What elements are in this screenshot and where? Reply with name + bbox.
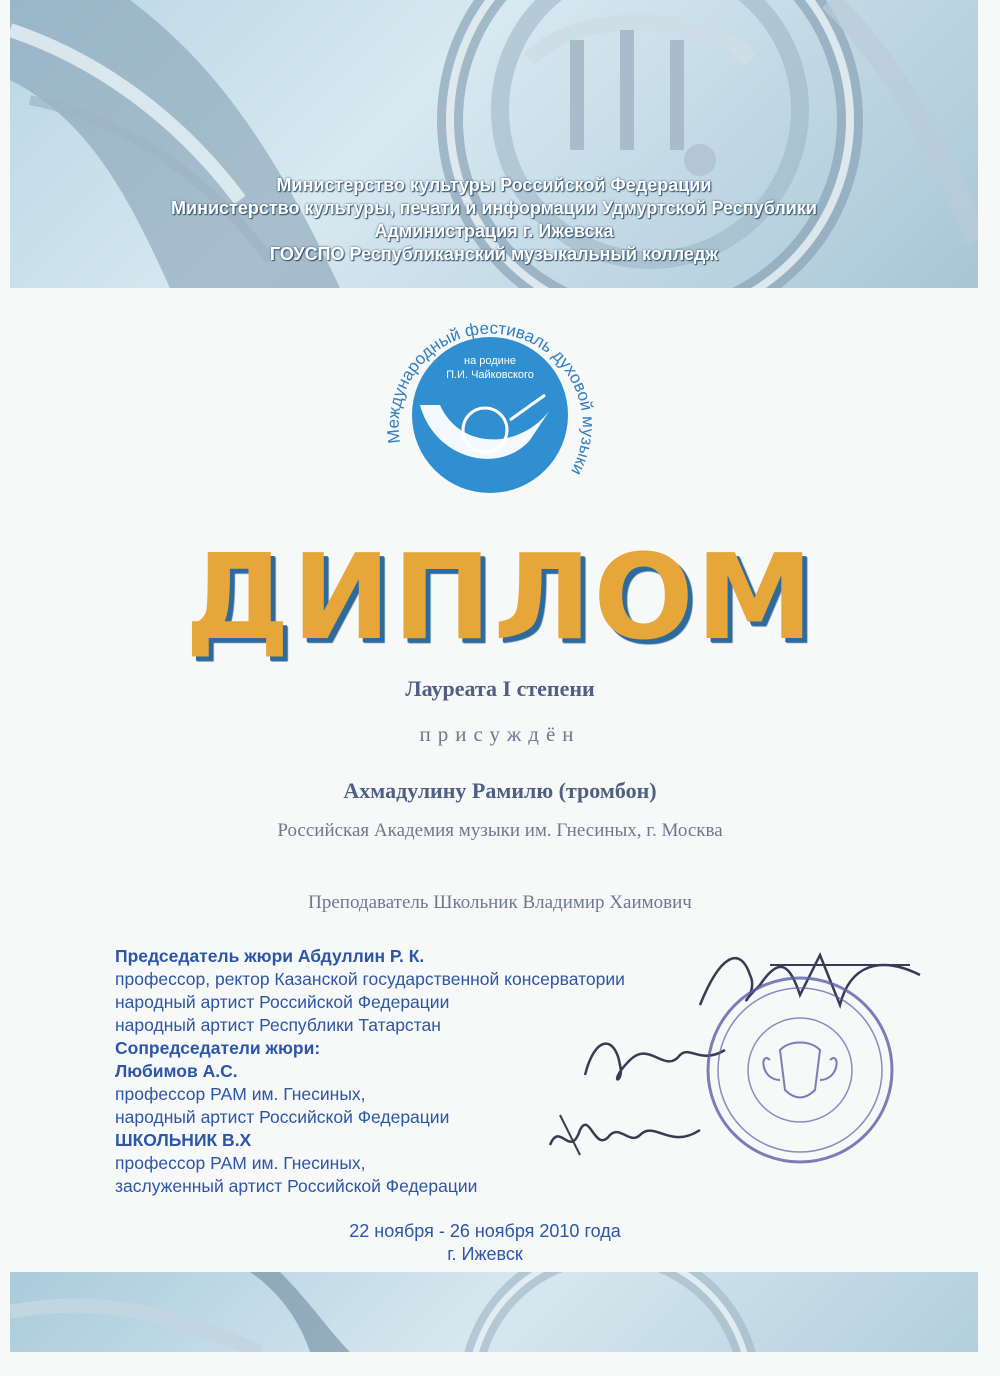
logo-inner-line2: П.И. Чайковского — [446, 369, 534, 381]
diploma-title: ДИПЛОМ — [184, 528, 816, 666]
jury-line: профессор, ректор Казанской государственной консерватории — [115, 969, 625, 989]
event-city: г. Ижевск — [447, 1244, 523, 1264]
top-banner — [10, 0, 978, 288]
jury-cochairs-heading: Сопредседатели жюри: — [115, 1038, 321, 1058]
eagle-emblem-icon — [780, 1043, 820, 1098]
jury-member: ШКОЛЬНИК В.Х — [115, 1130, 252, 1150]
event-dates-block — [0, 1220, 970, 1266]
event-dates: 22 ноября - 26 ноября 2010 года — [349, 1221, 621, 1241]
logo-inner-line1: на родине — [464, 355, 516, 367]
awarded-text: присуждён — [419, 722, 581, 746]
jury-member: Любимов А.С. — [115, 1061, 238, 1081]
jury-line: профессор РАМ им. Гнесиных, — [115, 1084, 366, 1104]
jury-line: профессор РАМ им. Гнесиных, — [115, 1153, 366, 1173]
jury-line: народный артист Российской Федерации — [115, 992, 450, 1012]
organizer-line: Администрация г. Ижевска — [374, 221, 614, 241]
jury-line: народный артист Российской Федерации — [115, 1107, 450, 1127]
horn-illustration-bottom — [10, 1272, 978, 1352]
institution-text: Российская Академия музыки им. Гнесиных, г. Москва — [277, 820, 723, 841]
organizers — [10, 174, 978, 266]
bottom-banner — [10, 1272, 978, 1352]
signature-cochair-2 — [540, 1100, 710, 1170]
jury-line: заслуженный артист Российской Федерации — [115, 1176, 478, 1196]
teacher-text: Преподаватель Школьник Владимир Хаимович — [308, 892, 692, 913]
organizer-line: ГОУСПО Республиканский музыкальный колледж — [269, 244, 719, 264]
official-seal — [700, 970, 900, 1170]
degree-text: Лауреата I степени — [405, 676, 595, 701]
jury-chair: Председатель жюри Абдуллин Р. К. — [115, 946, 425, 966]
festival-logo — [380, 300, 600, 520]
organizer-line: Министерство культуры, печати и информации Удмуртской Республики — [171, 198, 817, 218]
jury-line: народный артист Республики Татарстан — [115, 1015, 441, 1035]
organizer-line: Министерство культуры Российской Федерации — [276, 175, 712, 195]
logo-arc-text: Международный фестиваль духовой музыки — [383, 318, 598, 479]
recipient-name: Ахмадулину Рамилю (тромбон) — [343, 778, 657, 803]
